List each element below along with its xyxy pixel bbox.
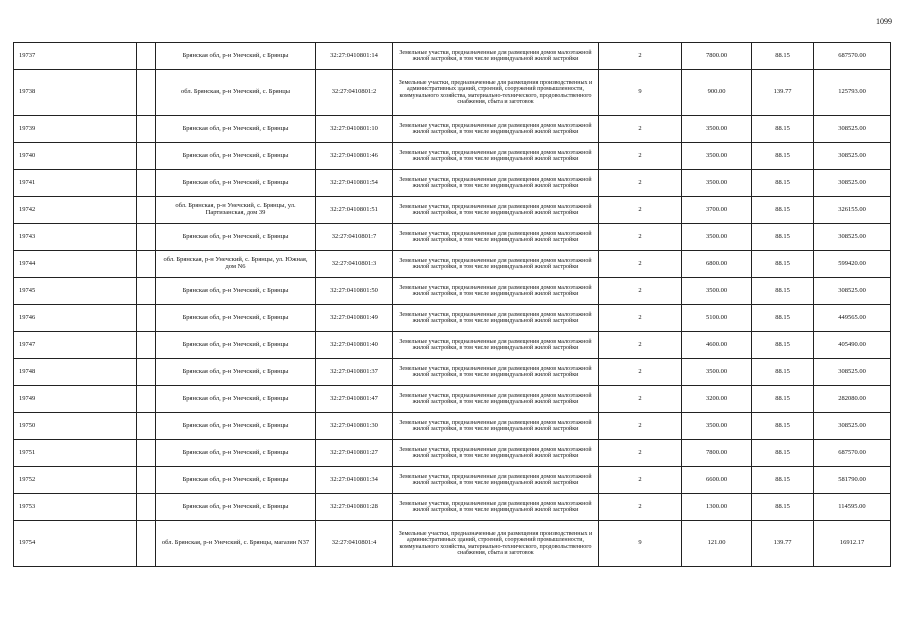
address-cell: Брянская обл, р-н Унечский, с Брянцы: [156, 386, 316, 413]
area-cell: 900.00: [682, 70, 752, 116]
cadastral-value-cell: 308525.00: [814, 170, 891, 197]
address-cell: Брянская обл, р-н Унечский, с Брянцы: [156, 116, 316, 143]
specific-value-cell: 88.15: [752, 494, 814, 521]
specific-value-cell: 88.15: [752, 359, 814, 386]
use-group-cell: 2: [599, 278, 682, 305]
area-cell: 3500.00: [682, 170, 752, 197]
address-cell: Брянская обл, р-н Унечский, с Брянцы: [156, 143, 316, 170]
spacer-cell: [137, 197, 156, 224]
record-number-cell: 19752: [14, 467, 137, 494]
use-group-cell: 9: [599, 70, 682, 116]
spacer-cell: [137, 70, 156, 116]
permitted-use-cell: Земельные участки, предназначенные для размещения производственных и административных зданий, строений, сооружений промышленности, коммунального хозяйства, материально-технического, продовольственного снабжения, сбыта и заготовок: [393, 521, 599, 567]
address-cell: Брянская обл, р-н Унечский, с Брянцы: [156, 440, 316, 467]
table-body: [14, 43, 891, 567]
permitted-use-cell: Земельные участки, предназначенные для размещения домов малоэтажной жилой застройки, в том числе индивидуальной жилой застройки: [393, 251, 599, 278]
cadastral-value-cell: 114595.00: [814, 494, 891, 521]
use-group-cell: 2: [599, 224, 682, 251]
table-row: [14, 521, 891, 567]
address-cell: Брянская обл, р-н Унечский, с Брянцы: [156, 413, 316, 440]
use-group-cell: 2: [599, 467, 682, 494]
cadastral-number-cell: 32:27:0410801:2: [316, 70, 393, 116]
spacer-cell: [137, 521, 156, 567]
area-cell: 121.00: [682, 521, 752, 567]
permitted-use-cell: Земельные участки, предназначенные для размещения домов малоэтажной жилой застройки, в том числе индивидуальной жилой застройки: [393, 386, 599, 413]
spacer-cell: [137, 467, 156, 494]
record-number-cell: 19743: [14, 224, 137, 251]
area-cell: 3500.00: [682, 224, 752, 251]
cadastral-value-cell: 308525.00: [814, 143, 891, 170]
record-number-cell: 19746: [14, 305, 137, 332]
area-cell: 5100.00: [682, 305, 752, 332]
cadastral-value-cell: 125793.00: [814, 70, 891, 116]
permitted-use-cell: Земельные участки, предназначенные для размещения домов малоэтажной жилой застройки, в том числе индивидуальной жилой застройки: [393, 278, 599, 305]
cadastral-number-cell: 32:27:0410801:51: [316, 197, 393, 224]
area-cell: 3700.00: [682, 197, 752, 224]
permitted-use-cell: Земельные участки, предназначенные для размещения домов малоэтажной жилой застройки, в том числе индивидуальной жилой застройки: [393, 467, 599, 494]
record-number-cell: 19738: [14, 70, 137, 116]
area-cell: 3500.00: [682, 278, 752, 305]
cadastral-value-cell: 308525.00: [814, 359, 891, 386]
address-cell: обл. Брянская, р-н Унечский, с. Брянцы, магазин N37: [156, 521, 316, 567]
use-group-cell: 2: [599, 305, 682, 332]
cadastral-value-cell: 308525.00: [814, 413, 891, 440]
record-number-cell: 19754: [14, 521, 137, 567]
spacer-cell: [137, 494, 156, 521]
permitted-use-cell: Земельные участки, предназначенные для размещения домов малоэтажной жилой застройки, в том числе индивидуальной жилой застройки: [393, 494, 599, 521]
table-row: [14, 43, 891, 70]
record-number-cell: 19744: [14, 251, 137, 278]
specific-value-cell: 88.15: [752, 43, 814, 70]
area-cell: 3500.00: [682, 116, 752, 143]
record-number-cell: 19748: [14, 359, 137, 386]
permitted-use-cell: Земельные участки, предназначенные для размещения домов малоэтажной жилой застройки, в том числе индивидуальной жилой застройки: [393, 359, 599, 386]
table-row: [14, 332, 891, 359]
permitted-use-cell: Земельные участки, предназначенные для размещения домов малоэтажной жилой застройки, в том числе индивидуальной жилой застройки: [393, 43, 599, 70]
use-group-cell: 2: [599, 197, 682, 224]
table-row: [14, 143, 891, 170]
cadastral-number-cell: 32:27:0410801:7: [316, 224, 393, 251]
cadastral-value-cell: 687570.00: [814, 440, 891, 467]
page-number: 1099: [876, 17, 892, 26]
cadastral-number-cell: 32:27:0410801:54: [316, 170, 393, 197]
area-cell: 4600.00: [682, 332, 752, 359]
cadastral-number-cell: 32:27:0410801:50: [316, 278, 393, 305]
use-group-cell: 2: [599, 386, 682, 413]
permitted-use-cell: Земельные участки, предназначенные для размещения домов малоэтажной жилой застройки, в том числе индивидуальной жилой застройки: [393, 116, 599, 143]
address-cell: Брянская обл, р-н Унечский, с Брянцы: [156, 359, 316, 386]
permitted-use-cell: Земельные участки, предназначенные для размещения домов малоэтажной жилой застройки, в том числе индивидуальной жилой застройки: [393, 305, 599, 332]
area-cell: 3500.00: [682, 143, 752, 170]
spacer-cell: [137, 440, 156, 467]
use-group-cell: 2: [599, 359, 682, 386]
address-cell: Брянская обл, р-н Унечский, с Брянцы: [156, 494, 316, 521]
spacer-cell: [137, 413, 156, 440]
cadastral-number-cell: 32:27:0410801:37: [316, 359, 393, 386]
table-row: [14, 413, 891, 440]
spacer-cell: [137, 386, 156, 413]
use-group-cell: 2: [599, 440, 682, 467]
table-row: [14, 494, 891, 521]
spacer-cell: [137, 116, 156, 143]
use-group-cell: 2: [599, 494, 682, 521]
table-row: [14, 70, 891, 116]
table-row: [14, 278, 891, 305]
use-group-cell: 2: [599, 251, 682, 278]
spacer-cell: [137, 251, 156, 278]
record-number-cell: 19747: [14, 332, 137, 359]
specific-value-cell: 88.15: [752, 386, 814, 413]
permitted-use-cell: Земельные участки, предназначенные для размещения домов малоэтажной жилой застройки, в том числе индивидуальной жилой застройки: [393, 170, 599, 197]
record-number-cell: 19741: [14, 170, 137, 197]
address-cell: обл. Брянская, р-н Унечский, с. Брянцы, ул. Южная, дом N6: [156, 251, 316, 278]
specific-value-cell: 88.15: [752, 305, 814, 332]
cadastral-value-cell: 687570.00: [814, 43, 891, 70]
spacer-cell: [137, 143, 156, 170]
specific-value-cell: 88.15: [752, 251, 814, 278]
cadastral-number-cell: 32:27:0410801:14: [316, 43, 393, 70]
use-group-cell: 2: [599, 143, 682, 170]
table-row: [14, 440, 891, 467]
address-cell: Брянская обл, р-н Унечский, с Брянцы: [156, 224, 316, 251]
permitted-use-cell: Земельные участки, предназначенные для размещения производственных и административных зданий, строений, сооружений промышленности, коммунального хозяйства, материально-технического, продовольственного снабжения, сбыта и заготовок: [393, 70, 599, 116]
use-group-cell: 2: [599, 116, 682, 143]
permitted-use-cell: Земельные участки, предназначенные для размещения домов малоэтажной жилой застройки, в том числе индивидуальной жилой застройки: [393, 143, 599, 170]
cadastral-number-cell: 32:27:0410801:46: [316, 143, 393, 170]
cadastral-value-cell: 581790.00: [814, 467, 891, 494]
address-cell: Брянская обл, р-н Унечский, с Брянцы: [156, 278, 316, 305]
permitted-use-cell: Земельные участки, предназначенные для размещения домов малоэтажной жилой застройки, в том числе индивидуальной жилой застройки: [393, 440, 599, 467]
cadastral-value-cell: 326155.00: [814, 197, 891, 224]
specific-value-cell: 88.15: [752, 224, 814, 251]
cadastral-value-cell: 308525.00: [814, 116, 891, 143]
record-number-cell: 19740: [14, 143, 137, 170]
specific-value-cell: 88.15: [752, 143, 814, 170]
specific-value-cell: 139.77: [752, 70, 814, 116]
cadastral-number-cell: 32:27:0410801:28: [316, 494, 393, 521]
cadastral-number-cell: 32:27:0410801:10: [316, 116, 393, 143]
area-cell: 6600.00: [682, 467, 752, 494]
address-cell: Брянская обл, р-н Унечский, с Брянцы: [156, 170, 316, 197]
specific-value-cell: 88.15: [752, 332, 814, 359]
cadastral-number-cell: 32:27:0410801:3: [316, 251, 393, 278]
spacer-cell: [137, 278, 156, 305]
use-group-cell: 2: [599, 332, 682, 359]
specific-value-cell: 88.15: [752, 170, 814, 197]
record-number-cell: 19750: [14, 413, 137, 440]
address-cell: обл. Брянская, р-н Унечский, с. Брянцы: [156, 70, 316, 116]
cadastral-number-cell: 32:27:0410801:4: [316, 521, 393, 567]
table-row: [14, 359, 891, 386]
specific-value-cell: 88.15: [752, 116, 814, 143]
table-row: [14, 305, 891, 332]
record-number-cell: 19737: [14, 43, 137, 70]
cadastral-value-cell: 449565.00: [814, 305, 891, 332]
specific-value-cell: 88.15: [752, 440, 814, 467]
record-number-cell: 19739: [14, 116, 137, 143]
permitted-use-cell: Земельные участки, предназначенные для размещения домов малоэтажной жилой застройки, в том числе индивидуальной жилой застройки: [393, 224, 599, 251]
address-cell: Брянская обл, р-н Унечский, с Брянцы: [156, 332, 316, 359]
area-cell: 3500.00: [682, 359, 752, 386]
table-row: [14, 170, 891, 197]
cadastral-number-cell: 32:27:0410801:30: [316, 413, 393, 440]
table-row: [14, 197, 891, 224]
area-cell: 6800.00: [682, 251, 752, 278]
area-cell: 1300.00: [682, 494, 752, 521]
specific-value-cell: 88.15: [752, 413, 814, 440]
spacer-cell: [137, 305, 156, 332]
record-number-cell: 19742: [14, 197, 137, 224]
specific-value-cell: 88.15: [752, 197, 814, 224]
use-group-cell: 2: [599, 43, 682, 70]
cadastral-value-cell: 16912.17: [814, 521, 891, 567]
table-row: [14, 386, 891, 413]
spacer-cell: [137, 170, 156, 197]
cadastral-value-cell: 282080.00: [814, 386, 891, 413]
table-row: [14, 251, 891, 278]
address-cell: обл. Брянская, р-н Унечский, с. Брянцы, ул. Партизанская, дом 39: [156, 197, 316, 224]
permitted-use-cell: Земельные участки, предназначенные для размещения домов малоэтажной жилой застройки, в том числе индивидуальной жилой застройки: [393, 197, 599, 224]
cadastral-number-cell: 32:27:0410801:40: [316, 332, 393, 359]
cadastral-value-cell: 308525.00: [814, 278, 891, 305]
cadastral-number-cell: 32:27:0410801:34: [316, 467, 393, 494]
cadastral-number-cell: 32:27:0410801:49: [316, 305, 393, 332]
address-cell: Брянская обл, р-н Унечский, с Брянцы: [156, 305, 316, 332]
specific-value-cell: 88.15: [752, 278, 814, 305]
area-cell: 7800.00: [682, 440, 752, 467]
area-cell: 7800.00: [682, 43, 752, 70]
use-group-cell: 9: [599, 521, 682, 567]
cadastral-value-cell: 405490.00: [814, 332, 891, 359]
record-number-cell: 19751: [14, 440, 137, 467]
record-number-cell: 19745: [14, 278, 137, 305]
area-cell: 3500.00: [682, 413, 752, 440]
table-row: [14, 224, 891, 251]
cadastral-value-cell: 308525.00: [814, 224, 891, 251]
cadastral-value-cell: 599420.00: [814, 251, 891, 278]
area-cell: 3200.00: [682, 386, 752, 413]
spacer-cell: [137, 359, 156, 386]
spacer-cell: [137, 43, 156, 70]
table-row: [14, 467, 891, 494]
cadastral-number-cell: 32:27:0410801:47: [316, 386, 393, 413]
specific-value-cell: 88.15: [752, 467, 814, 494]
cadastral-number-cell: 32:27:0410801:27: [316, 440, 393, 467]
specific-value-cell: 139.77: [752, 521, 814, 567]
permitted-use-cell: Земельные участки, предназначенные для размещения домов малоэтажной жилой застройки, в том числе индивидуальной жилой застройки: [393, 413, 599, 440]
address-cell: Брянская обл, р-н Унечский, с Брянцы: [156, 43, 316, 70]
table-row: [14, 116, 891, 143]
use-group-cell: 2: [599, 170, 682, 197]
land-cadastral-value-table: [13, 42, 891, 567]
use-group-cell: 2: [599, 413, 682, 440]
record-number-cell: 19749: [14, 386, 137, 413]
record-number-cell: 19753: [14, 494, 137, 521]
spacer-cell: [137, 332, 156, 359]
address-cell: Брянская обл, р-н Унечский, с Брянцы: [156, 467, 316, 494]
permitted-use-cell: Земельные участки, предназначенные для размещения домов малоэтажной жилой застройки, в том числе индивидуальной жилой застройки: [393, 332, 599, 359]
spacer-cell: [137, 224, 156, 251]
